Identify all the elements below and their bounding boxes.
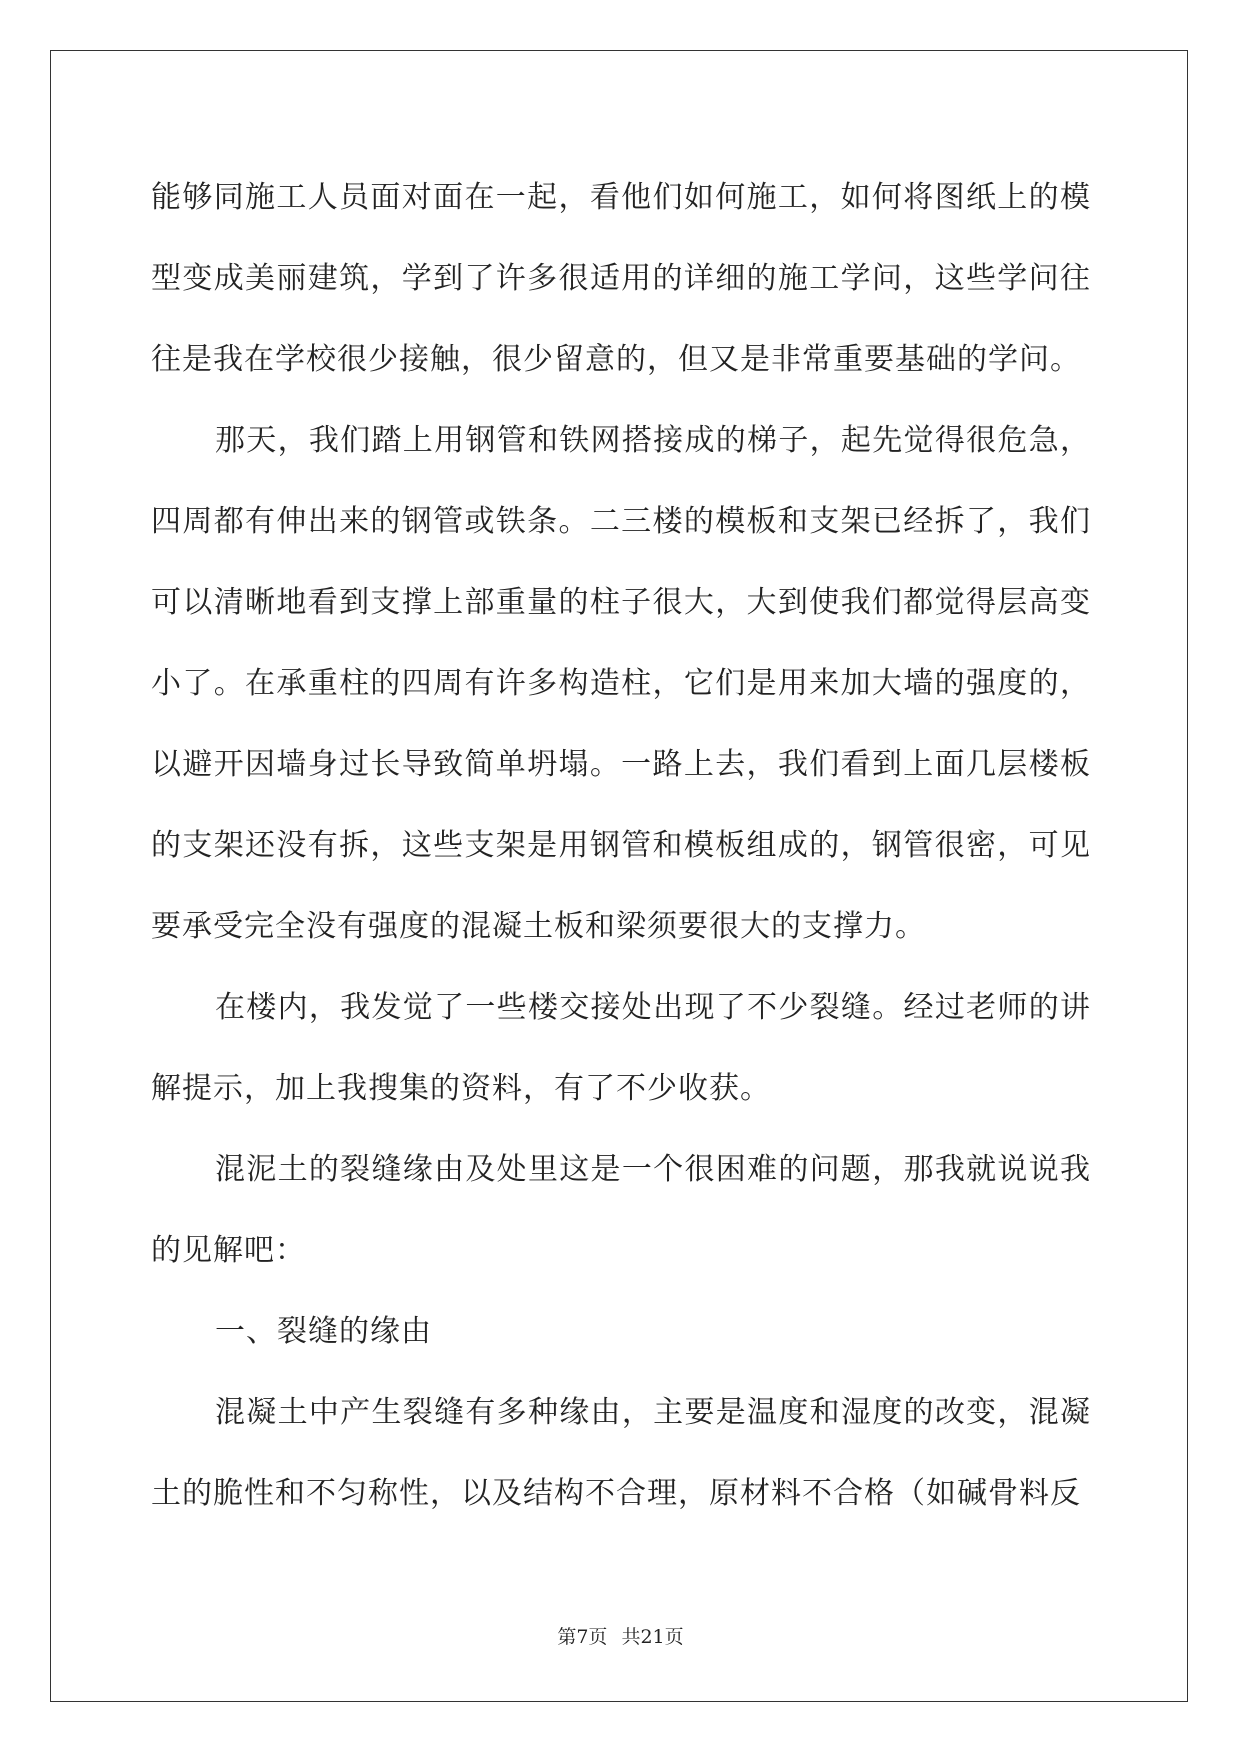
section-heading: 一、裂缝的缘由 [215,1314,432,1349]
paragraph: 在楼内，我发觉了一些楼交接处出现了不少裂缝。经过老师的讲解提示，加上我搜集的资料，有了不少收获。 [151,990,1091,1106]
paragraph: 混凝土中产生裂缝有多种缘由，主要是温度和湿度的改变，混凝土的脆性和不匀称性，以及结构不合理，原材料不合格（如碱骨料反 [151,1395,1091,1511]
paragraph: 那天，我们踏上用钢管和铁网搭接成的梯子，起先觉得很危急，四周都有伸出来的钢管或铁条。二三楼的模板和支架已经拆了，我们可以清晰地看到支撑上部重量的柱子很大，大到使我们都觉得层高变小了。在承重柱的四周有许多构造柱，它们是用来加大墙的强度的，以避开因墙身过长导致简单坍塌。一路上去，我们看到上面几层楼板的支架还没有拆，这些支架是用钢管和模板组成的，钢管很密，可见要承受完全没有强度的混凝土板和梁须要很大的支撑力。 [151,423,1091,944]
document-body [151,157,1091,1534]
page-total: 共21页 [621,1626,684,1648]
page-footer [0,1622,1241,1649]
paragraph: 能够同施工人员面对面在一起，看他们如何施工，如何将图纸上的模型变成美丽建筑，学到了许多很适用的详细的施工学问，这些学问往往是我在学校很少接触，很少留意的，但又是非常重要基础的学问。 [151,180,1091,377]
paragraph: 混泥土的裂缝缘由及处里这是一个很困难的问题，那我就说说我的见解吧： [151,1152,1091,1268]
page-number: 第7页 [557,1626,608,1648]
